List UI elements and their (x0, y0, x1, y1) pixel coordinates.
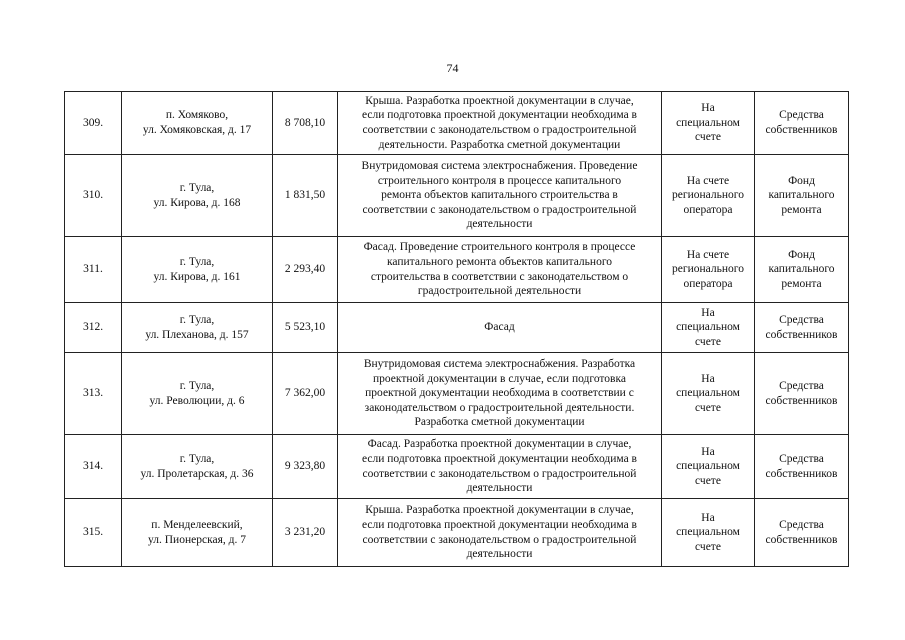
work-description-cell-line: законодательством о градостроительной деятельности. (364, 401, 635, 414)
funding-source-cell-line: собственников (765, 394, 838, 407)
area-cell: 9 323,80 (273, 435, 338, 499)
account-type-cell (662, 237, 755, 303)
account-type-cell (662, 303, 755, 353)
funding-source-cell (755, 237, 849, 303)
work-description-cell-line: Крыша. Разработка проектной документации в случае, (365, 94, 634, 107)
account-type-cell-line: регионального (672, 189, 744, 202)
address-cell-line: п. Менделеевский, (151, 518, 243, 531)
table-row (65, 237, 849, 303)
account-type-cell-line: специальном (676, 321, 740, 334)
funding-source-cell-line: собственников (765, 328, 838, 341)
address-cell-line: г. Тула, (179, 255, 215, 268)
address-cell-line: ул. Кирова, д. 161 (153, 270, 241, 283)
account-type-cell-line: На счете (686, 248, 730, 261)
funding-source-cell-line: капитального (768, 189, 835, 202)
row-number-cell: 310. (65, 155, 122, 237)
account-type-cell (662, 353, 755, 435)
account-type-cell-line: регионального (672, 263, 744, 276)
account-type-cell-line: На (701, 511, 715, 524)
account-type-cell-line: оператора (683, 277, 733, 290)
address-cell (122, 499, 273, 567)
work-description-cell (338, 155, 662, 237)
funding-source-cell-line: Средства (779, 452, 824, 465)
address-cell (122, 435, 273, 499)
work-description-cell-line: если подготовка проектной документации необходима в (362, 518, 637, 531)
funding-source-cell-line: собственников (765, 533, 838, 546)
table-row (65, 303, 849, 353)
account-type-cell-line: специальном (676, 387, 740, 400)
address-cell (122, 155, 273, 237)
address-cell-line: ул. Кирова, д. 168 (153, 196, 241, 209)
address-cell (122, 237, 273, 303)
area-cell: 1 831,50 (273, 155, 338, 237)
table-body (65, 92, 849, 567)
account-type-cell-line: счете (695, 540, 721, 553)
funding-source-cell (755, 353, 849, 435)
account-type-cell-line: На счете (686, 174, 730, 187)
row-number-cell: 311. (65, 237, 122, 303)
work-description-cell-line: Внутридомовая система электроснабжения. Разработка (363, 358, 636, 371)
address-cell-line: ул. Пионерская, д. 7 (148, 533, 246, 546)
work-description-cell-line: проектной документации необходима в соответствии с (365, 387, 634, 400)
account-type-cell-line: специальном (676, 460, 740, 473)
funding-source-cell-line: Средства (779, 109, 824, 122)
work-description-cell (338, 92, 662, 155)
work-description-cell-line: если подготовка проектной документации необходима в (362, 109, 637, 122)
work-description-cell-line: если подготовка проектной документации необходима в (362, 452, 637, 465)
funding-source-cell-line: Фонд (788, 248, 815, 261)
account-type-cell-line: специальном (676, 526, 740, 539)
work-description-cell-line: строительного контроля в процессе капитального (377, 174, 622, 187)
work-description-cell-line: градостроительной деятельности (417, 285, 582, 298)
funding-source-cell (755, 303, 849, 353)
work-description-cell-line: проектной документации в случае, если подготовка (373, 372, 626, 385)
work-description-cell-line: Фасад. Проведение строительного контроля в процессе (363, 241, 636, 254)
account-type-cell-line: счете (695, 474, 721, 487)
funding-source-cell-line: ремонта (781, 203, 822, 216)
work-description-cell-line: Фасад (484, 321, 515, 334)
work-description-cell-line: Фасад. Разработка проектной документации в случае, (367, 438, 632, 451)
funding-source-cell-line: собственников (765, 467, 838, 480)
address-cell-line: ул. Плеханова, д. 157 (145, 328, 249, 341)
account-type-cell-line: оператора (683, 203, 733, 216)
account-type-cell (662, 155, 755, 237)
work-description-cell-line: деятельности (466, 482, 533, 495)
row-number-cell: 315. (65, 499, 122, 567)
address-cell-line: п. Хомяково, (165, 109, 229, 122)
account-type-cell-line: На (701, 445, 715, 458)
funding-source-cell-line: ремонта (781, 277, 822, 290)
work-description-cell (338, 435, 662, 499)
work-description-cell-line: Разработка сметной документации (414, 416, 585, 429)
row-number-cell: 309. (65, 92, 122, 155)
work-description-cell-line: деятельности. Разработка сметной документации (378, 138, 621, 151)
address-cell-line: г. Тула, (179, 452, 215, 465)
work-description-cell-line: ремонта объектов капитального строительства в (381, 189, 618, 202)
address-cell-line: ул. Хомяковская, д. 17 (142, 124, 252, 136)
area-cell: 8 708,10 (273, 92, 338, 155)
area-cell: 2 293,40 (273, 237, 338, 303)
account-type-cell-line: счете (695, 401, 721, 414)
address-cell (122, 353, 273, 435)
account-type-cell (662, 92, 755, 155)
work-description-cell (338, 499, 662, 567)
table-row (65, 92, 849, 155)
work-description-cell-line: строительства в соответствии с законодательством о (370, 270, 629, 283)
address-cell-line: г. Тула, (179, 379, 215, 392)
account-type-cell-line: На (701, 306, 715, 319)
work-description-cell-line: деятельности (466, 218, 533, 231)
funding-source-cell-line: Средства (779, 313, 824, 326)
table-row (65, 155, 849, 237)
funding-source-cell-line: собственников (765, 124, 838, 136)
area-cell: 7 362,00 (273, 353, 338, 435)
work-description-cell-line: соответствии с законодательством о градостроительной (362, 203, 637, 216)
account-type-cell-line: На (701, 372, 715, 385)
funding-source-cell-line: Средства (779, 379, 824, 392)
table-row (65, 435, 849, 499)
account-type-cell-line: специальном (676, 116, 740, 129)
work-description-cell (338, 303, 662, 353)
work-description-cell (338, 237, 662, 303)
address-cell-line: ул. Пролетарская, д. 36 (140, 467, 254, 480)
table-row (65, 499, 849, 567)
page-number: 74 (446, 61, 459, 75)
address-cell (122, 92, 273, 155)
address-cell (122, 303, 273, 353)
funding-source-cell (755, 499, 849, 567)
address-cell-line: ул. Революции, д. 6 (149, 394, 245, 407)
funding-source-cell (755, 92, 849, 155)
area-cell: 5 523,10 (273, 303, 338, 353)
funding-source-cell (755, 155, 849, 237)
row-number-cell: 313. (65, 353, 122, 435)
row-number-cell: 312. (65, 303, 122, 353)
funding-source-cell-line: капитального (768, 263, 835, 276)
funding-source-cell (755, 435, 849, 499)
address-cell-line: г. Тула, (179, 313, 215, 326)
row-number-cell: 314. (65, 435, 122, 499)
work-description-cell-line: капитального ремонта объектов капитального (386, 255, 612, 268)
work-description-cell-line: Крыша. Разработка проектной документации в случае, (365, 504, 634, 517)
work-description-cell-line: деятельности (466, 548, 533, 561)
table-row (65, 353, 849, 435)
work-description-cell-line: соответствии с законодательством о градостроительной (362, 124, 637, 136)
work-description-cell (338, 353, 662, 435)
account-type-cell-line: счете (695, 335, 721, 348)
funding-source-cell-line: Средства (779, 518, 824, 531)
funding-source-cell-line: Фонд (788, 174, 815, 187)
account-type-cell (662, 499, 755, 567)
capital-repair-table (64, 91, 849, 567)
account-type-cell-line: счете (695, 131, 721, 144)
work-description-cell-line: соответствии с законодательством о градостроительной (362, 533, 637, 546)
address-cell-line: г. Тула, (179, 181, 215, 194)
work-description-cell-line: соответствии с законодательством о градостроительной (362, 467, 637, 480)
account-type-cell-line: На (701, 102, 715, 115)
area-cell: 3 231,20 (273, 499, 338, 567)
work-description-cell-line: Внутридомовая система электроснабжения. Проведение (361, 160, 638, 173)
account-type-cell (662, 435, 755, 499)
